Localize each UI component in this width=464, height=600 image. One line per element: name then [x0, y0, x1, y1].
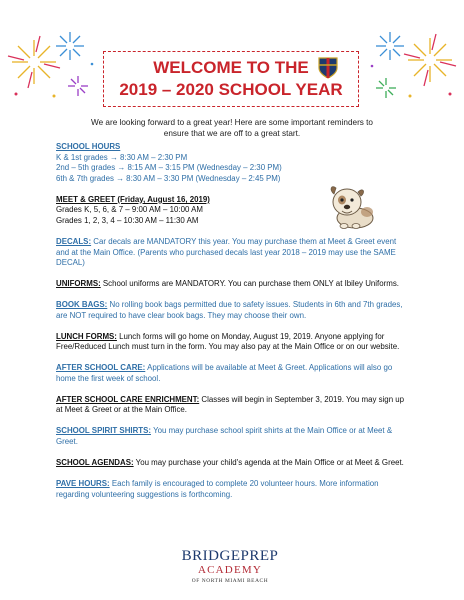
- pave-hours-heading: PAVE HOURS:: [56, 478, 110, 488]
- school-hours-row: K & 1st grades → 8:30 AM – 2:30 PM: [56, 152, 188, 162]
- lunch-forms-text: Lunch forms will go home on Monday, August 19, 2019. Anyone applying for Free/Reduced Lunch must turn in the form. You may also pay at the Main Office or on our website.: [56, 331, 400, 352]
- meet-greet-section: [56, 195, 406, 227]
- fireworks-right-icon: [360, 24, 460, 114]
- logo-line-1: BRIDGEPREP: [181, 548, 279, 564]
- spirit-shirts-heading: SCHOOL SPIRIT SHIRTS:: [56, 426, 151, 436]
- decals-heading: DECALS:: [56, 236, 92, 246]
- spirit-shirts-text: You may purchase school spirit shirts at the Main Office or at Meet & Greet.: [56, 426, 393, 446]
- agendas-text: You may purchase your child's agenda at the Main Office or at Meet & Greet.: [135, 457, 404, 467]
- logo-line-3: OF NORTH MIAMI BEACH: [191, 578, 269, 584]
- intro-line-2: ensure that we are off to a great start.: [163, 129, 301, 138]
- decals-text: Car decals are MANDATORY this year. You may purchase them at Meet & Greet event and at the Main Office. (Parents who purchased decals last year 2018 – 2019 may use the SAME DECAL): [56, 236, 397, 268]
- school-hours-row: 6th & 7th grades → 8:30 AM – 3:30 PM (Wednesday – 2:45 PM): [56, 173, 281, 183]
- school-logo: [150, 548, 310, 585]
- lunch-forms-heading: LUNCH FORMS:: [56, 331, 117, 341]
- reminders-list: [56, 142, 406, 511]
- intro-line-1: We are looking forward to a great year! Here are some important reminders to: [91, 118, 373, 127]
- decals-section: [56, 237, 406, 269]
- intro-paragraph: [56, 117, 408, 139]
- meet-greet-heading: MEET & GREET (Friday, August 16, 2019): [56, 194, 210, 204]
- pave-hours-text: Each family is encouraged to complete 20 volunteer hours. More information regarding volunteering suggestions is forthcoming.: [56, 478, 379, 499]
- uniforms-section: [56, 279, 406, 290]
- book-bags-section: [56, 300, 406, 321]
- fireworks-left-icon: [4, 24, 104, 114]
- uniforms-text: School uniforms are MANDATORY. You can purchase them ONLY at Ibiley Uniforms.: [102, 279, 399, 289]
- title-line-1: WELCOME TO THE: [153, 58, 309, 77]
- enrichment-text: Classes will begin in September 3, 2019. You may sign up at Meet & Greet or at the Main Office.: [56, 394, 405, 415]
- agendas-section: [56, 458, 406, 469]
- after-care-heading: AFTER SCHOOL CARE:: [56, 363, 146, 373]
- after-care-text: Applications will be available at Meet & Greet. Applications will also go home the first week of school.: [56, 363, 393, 383]
- book-bags-text: No rolling book bags permitted due to safety issues. Students in 6th and 7th grades, are NOT required to have clear book bags. They may choose their own.: [56, 300, 403, 320]
- school-hours-row: 2nd – 5th grades → 8:15 AM – 3:15 PM (Wednesday – 2:30 PM): [56, 163, 282, 173]
- title-line-2: 2019 – 2020 SCHOOL YEAR: [119, 80, 343, 99]
- uniforms-heading: UNIFORMS:: [56, 279, 101, 289]
- lunch-forms-section: [56, 332, 406, 353]
- enrichment-section: [56, 395, 406, 416]
- school-hours-section: [56, 142, 406, 184]
- meet-greet-row: Grades 1, 2, 3, 4 – 10:30 AM – 11:30 AM: [56, 215, 199, 225]
- pave-hours-section: [56, 479, 406, 500]
- spirit-shirts-section: [56, 426, 406, 447]
- book-bags-heading: BOOK BAGS:: [56, 300, 108, 310]
- agendas-heading: SCHOOL AGENDAS:: [56, 457, 134, 467]
- after-care-section: [56, 363, 406, 384]
- school-crest-icon: [318, 57, 338, 79]
- school-hours-heading: SCHOOL HOURS: [56, 142, 121, 151]
- meet-greet-row: Grades K, 5, 6, & 7 – 9:00 AM – 10:00 AM: [56, 205, 203, 215]
- enrichment-heading: AFTER SCHOOL CARE ENRICHMENT:: [56, 394, 200, 404]
- logo-line-2: ACADEMY: [197, 564, 262, 576]
